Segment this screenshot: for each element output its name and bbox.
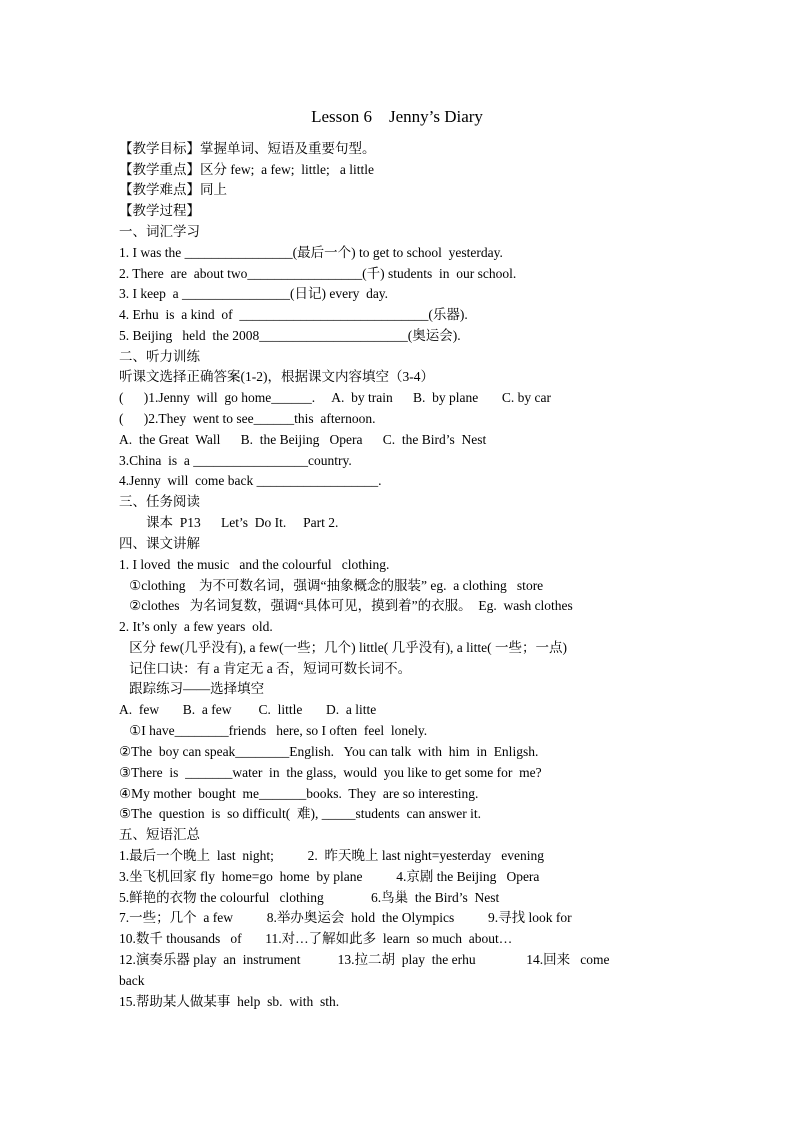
explanation-few-distinction: 区分 few(几乎没有), a few(一些；几个) little( 几乎没有), a litte( 一些；一点) <box>119 640 568 655</box>
explanation-clothing: ①clothing 为不可数名词，强调“抽象概念的服装” eg. a clothing store <box>119 578 544 593</box>
vocab-item-3: 3. I keep a ________________(日记) every day. <box>119 286 389 301</box>
section-heading-phrases: 五、短语汇总 <box>119 827 200 842</box>
practice-heading: 跟踪练习——选择填空 <box>119 681 265 696</box>
section-heading-vocabulary: 一、词汇学习 <box>119 224 200 239</box>
practice-item-4: ④My mother bought me_______books. They are so interesting. <box>119 786 479 801</box>
vocab-item-4: 4. Erhu is a kind of ____________________________(乐器). <box>119 307 468 322</box>
phrase-line-6: 12.演奏乐器 play an instrument 13.拉二胡 play the erhu 14.回来 come <box>119 952 610 967</box>
phrase-line-1: 1.最后一个晚上 last night; 2. 昨天晚上 last night=yesterday evening <box>119 848 544 863</box>
phrase-line-5: 10.数千 thousands of 11.对…了解如此多 learn so much about… <box>119 931 513 946</box>
practice-item-3: ③There is _______water in the glass, would you like to get some for me? <box>119 765 542 780</box>
listening-question-1: ( )1.Jenny will go home______. A. by train B. by plane C. by car <box>119 390 551 405</box>
practice-item-1: ①I have________friends here, so I often feel lonely. <box>119 723 428 738</box>
section-heading-reading: 三、任务阅读 <box>119 494 200 509</box>
reading-task: 课本 P13 Let’s Do It. Part 2. <box>119 515 339 530</box>
phrase-line-6-continued: back <box>119 973 145 988</box>
teaching-difficulty: 【教学难点】同上 <box>119 182 227 197</box>
section-heading-explanation: 四、课文讲解 <box>119 536 200 551</box>
teaching-process-heading: 【教学过程】 <box>119 203 200 218</box>
lesson-title: Lesson 6 Jenny’s Diary <box>311 107 483 126</box>
vocab-item-1: 1. I was the ________________(最后一个) to get to school yesterday. <box>119 245 503 260</box>
listening-instructions: 听课文选择正确答案(1-2)，根据课文内容填空（3-4） <box>119 369 434 384</box>
section-heading-listening: 二、听力训练 <box>119 349 200 364</box>
explanation-clothes: ②clothes 为名词复数，强调“具体可见，摸到着”的衣服。 Eg. wash clothes <box>119 598 573 613</box>
phrase-line-7: 15.帮助某人做某事 help sb. with sth. <box>119 994 340 1009</box>
phrase-line-3: 5.鲜艳的衣物 the colourful clothing 6.鸟巢 the Bird’s Nest <box>119 890 500 905</box>
practice-options: A. few B. a few C. little D. a litte <box>119 702 377 717</box>
phrase-line-4: 7.一些；几个 a few 8.举办奥运会 hold the Olympics 9.寻找 look for <box>119 910 572 925</box>
listening-question-3: 3.China is a _________________country. <box>119 453 352 468</box>
practice-item-2: ②The boy can speak________English. You can talk with him in Enligsh. <box>119 744 539 759</box>
explanation-point-2: 2. It’s only a few years old. <box>119 619 273 634</box>
listening-question-2: ( )2.They went to see______this afternoon. <box>119 411 376 426</box>
practice-item-5: ⑤The question is so difficult( 难), _____students can answer it. <box>119 806 482 821</box>
vocab-item-2: 2. There are about two_________________(千) students in our school. <box>119 266 517 281</box>
explanation-point-1: 1. I loved the music and the colourful clothing. <box>119 557 390 572</box>
listening-question-4: 4.Jenny will come back __________________. <box>119 473 382 488</box>
teaching-focus: 【教学重点】区分 few; a few; little; a little <box>119 162 374 177</box>
phrase-line-2: 3.坐飞机回家 fly home=go home by plane 4.京剧 the Beijing Opera <box>119 869 540 884</box>
teaching-goal: 【教学目标】掌握单词、短语及重要句型。 <box>119 141 376 156</box>
vocab-item-5: 5. Beijing held the 2008______________________(奥运会). <box>119 328 461 343</box>
explanation-mnemonic: 记住口诀：有 a 肯定无 a 否，短词可数长词不。 <box>119 661 412 676</box>
listening-question-2-options: A. the Great Wall B. the Beijing Opera C. the Bird’s Nest <box>119 432 487 447</box>
